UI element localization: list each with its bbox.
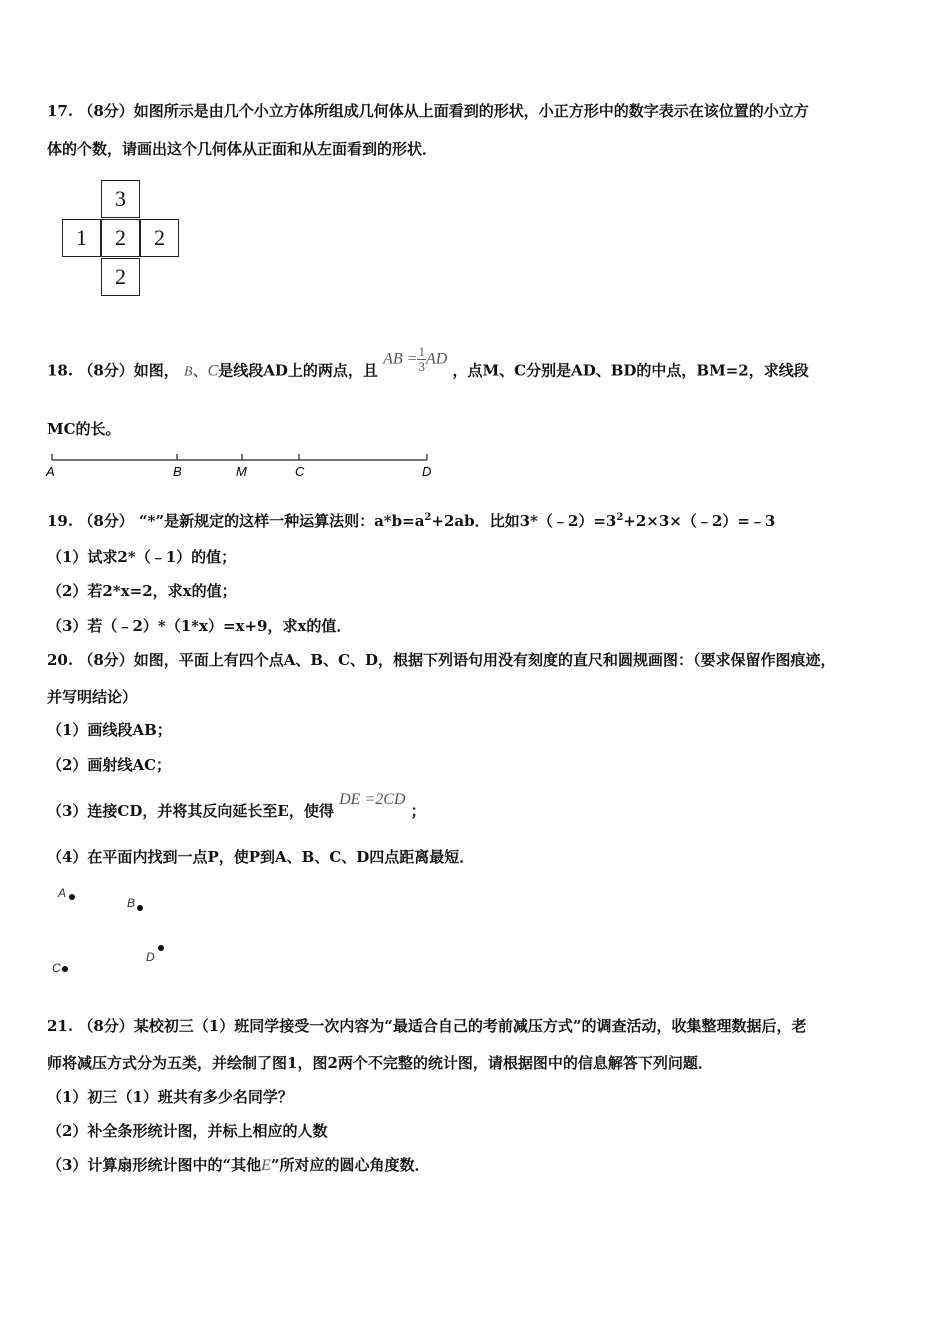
point-c-dot	[62, 966, 68, 972]
q18-prefix: 18. （8分）如图，	[47, 361, 179, 380]
q17-line1: 17. （8分）如图所示是由几个小立方体所组成几何体从上面看到的形状，小正方形中的数字表示在该位置的小立方	[47, 102, 809, 120]
label-m: M	[236, 464, 247, 479]
q18-eq-rhs: AD	[425, 350, 448, 368]
point-b-dot	[137, 905, 143, 911]
q21-part1: （1）初三（1）班共有多少名同学？	[47, 1088, 293, 1106]
q19-part3: （3）若（﹣2）*（1*x）=x+9，求x的值．	[47, 617, 352, 635]
q20-line1: 20. （8分）如图，平面上有四个点A、B、C、D，根据下列语句用没有刻度的直尺和圆规画图：（要求保留作图痕迹，	[47, 651, 836, 669]
point-b-label: B	[127, 896, 136, 910]
q18-frac-den: 3	[418, 359, 425, 374]
q20-part4: （4）在平面内找到一点P，使P到A、B、C、D四点距离最短．	[47, 848, 475, 866]
point-d-dot	[158, 945, 164, 951]
q18-line1	[47, 344, 809, 386]
q19-text-b: +2ab．比如3*（﹣2）=3	[431, 512, 617, 530]
q18-suffix: ，点M、C分别是AD、BD的中点，BM=2，求线段	[452, 361, 809, 380]
q18-frac-num: 1	[418, 344, 425, 359]
q17-line2: 体的个数，请画出这个几何体从正面和从左面看到的形状．	[47, 140, 438, 158]
q21-part3-math: E	[261, 1157, 271, 1174]
label-d: D	[422, 464, 432, 479]
q20-part3-text: （3）连接CD，并将其反向延长至E，使得	[47, 802, 334, 820]
point-a-label: A	[58, 886, 67, 900]
point-c-label: C	[52, 961, 61, 975]
q19-sup1: 2	[424, 512, 432, 523]
grid-cell-top: 3	[101, 180, 140, 218]
grid-cell-bottom: 2	[101, 258, 140, 296]
q21-line2: 师将减压方式分为五类，并绘制了图1，图2两个不完整的统计图，请根据图中的信息解答下列问题．	[47, 1054, 713, 1072]
q20-part1: （1）画线段AB；	[47, 721, 172, 739]
q20-line2: 并写明结论）	[47, 688, 138, 706]
q19-part2: （2）若2*x=2，求x的值；	[47, 582, 237, 600]
label-c: C	[295, 464, 305, 479]
q18-equation	[383, 345, 447, 374]
q19-text-c: +2×3×（﹣2）=﹣3	[623, 512, 776, 530]
q18-line2: MC的长。	[47, 420, 121, 438]
q21-part2: （2）补全条形统计图，并标上相应的人数	[47, 1122, 328, 1140]
q18-segment-diagram	[40, 448, 440, 482]
q21-part3	[47, 1155, 430, 1176]
q21-part3-end: ”所对应的圆心角度数．	[270, 1156, 430, 1174]
q18-eq-lhs: AB =	[383, 350, 418, 368]
grid-cell-left: 1	[62, 219, 101, 257]
q20-part3-math: DE =2CD	[339, 791, 406, 808]
q19-text-a: 19. （8分） “*”是新规定的这样一种运算法则：a*b=a	[47, 512, 425, 530]
q18-sep: 、	[192, 361, 208, 380]
q18-point-c: C	[207, 362, 219, 380]
q20-part3-end: ；	[410, 802, 426, 820]
q19-part1: （1）试求2*（﹣1）的值；	[47, 548, 237, 566]
q18-mid: 是线段AD上的两点，且	[218, 361, 378, 380]
point-d-label: D	[146, 950, 155, 964]
q21-line1: 21. （8分）某校初三（1）班同学接受一次内容为“最适合自己的考前减压方式”的调查活动，收集整理数据后，老	[47, 1017, 807, 1035]
grid-cell-right: 2	[140, 219, 179, 257]
q18-point-b: B	[184, 364, 193, 380]
q19-sup2: 2	[616, 512, 624, 523]
point-a-dot	[69, 894, 75, 900]
q19-line1	[47, 511, 775, 531]
q18-fraction	[417, 345, 426, 374]
label-a: A	[46, 464, 55, 479]
label-b: B	[173, 464, 182, 479]
q21-part3-text: （3）计算扇形统计图中的“其他	[47, 1156, 262, 1174]
grid-cell-center: 2	[101, 219, 140, 257]
q20-part2: （2）画射线AC；	[47, 756, 172, 774]
q20-part3	[47, 791, 426, 822]
